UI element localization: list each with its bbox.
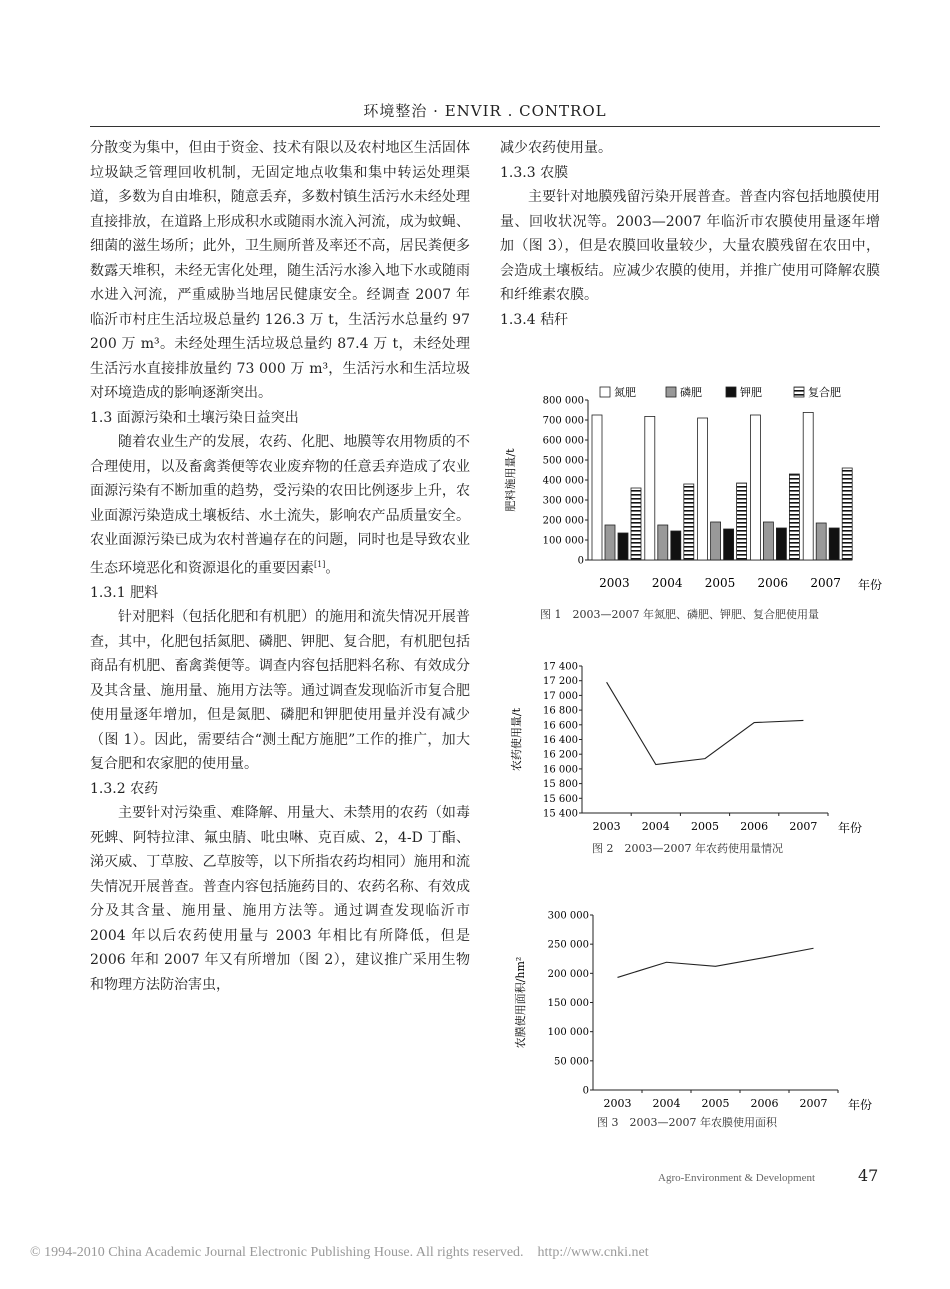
fertilizer-bar-chart — [500, 382, 900, 602]
paragraph-text: 1.3 面源污染和土壤污染日益突出 — [90, 409, 299, 426]
legend-swatch — [726, 387, 736, 397]
legend-swatch — [600, 387, 610, 397]
x-tick-label: 2003 — [592, 820, 621, 833]
paragraph-text: 减少农药使用量。 — [500, 140, 612, 156]
y-tick-label: 0 — [582, 1085, 589, 1097]
legend-label: 复合肥 — [808, 386, 841, 399]
x-tick-label: 2007 — [799, 1097, 828, 1110]
y-tick-label: 100 000 — [547, 1027, 589, 1039]
bar — [737, 483, 747, 560]
paragraph-text: 分散变为集中，但由于资金、技术有限以及农村地区生活固体垃圾缺乏管理回收机制，无固定地点收集和集中转运处理渠道，多数为自由堆积，随意丢弃，多数村镇生活污水未经处理直接排放，在道路上形成积水或随雨水流入河流，成为蚊蝇、细菌的滋生场所；此外，卫生厕所普及率还不高，居民粪便多数露天堆积，未经无害化处理，随生活污水渗入地下水或随雨水进入河流，严重威胁当地居民健康安全。经调查 2007 年临沂市村庄生活垃圾总量约 126.3 万 t，生活污水总量约 97 200 万 m³。未经处理生活垃圾总量约 87.4 万 t，未经处理生活污水直接排放量约 73 000 万 m³，生活污水和生活垃圾对环境造成的影响逐渐突出。 — [90, 140, 470, 401]
y-tick-label: 15 600 — [543, 793, 578, 805]
section-heading — [90, 406, 470, 431]
paragraph-text: 1.3.4 秸秆 — [500, 311, 569, 328]
bar — [671, 531, 681, 560]
paragraph-tail: 。 — [325, 560, 340, 577]
x-tick-label: 2004 — [641, 820, 670, 833]
section-heading — [90, 581, 470, 606]
bar — [645, 416, 655, 560]
y-tick-label: 16 200 — [543, 749, 578, 761]
bar — [618, 533, 628, 560]
paragraph-text: 主要针对地膜残留污染开展普查。普查内容包括地膜使用量、回收状况等。2003—2007 年临沂市农膜使用量逐年增加（图 3），但是农膜回收量较少，大量农膜残留在农田中，会造成土壤板结。应减少农膜的使用，并推广使用可降解农膜和纤维素农膜。 — [500, 189, 880, 303]
x-axis-label: 年份 — [858, 578, 883, 592]
left-column — [90, 136, 470, 997]
paragraph — [90, 801, 470, 997]
paragraph-text: 针对肥料（包括化肥和有机肥）的施用和流失情况开展普查，其中，化肥包括氮肥、磷肥、钾肥、复合肥，有机肥包括商品有机肥、畜禽粪便等。调查内容包括肥料名称、有效成分及其含量、施用量、施用方法等。通过调查发现临沂市复合肥使用量逐年增加，但是氮肥、磷肥和钾肥使用量并没有减少（图 1）。因此，需要结合“测土配方施肥”工作的推广，加大复合肥和农家肥的使用量。 — [90, 609, 470, 773]
x-tick-label: 2003 — [599, 576, 630, 590]
y-tick-label: 250 000 — [547, 939, 589, 951]
paragraph — [90, 430, 470, 581]
bar — [658, 525, 668, 560]
y-tick-label: 200 000 — [542, 515, 584, 527]
bar — [789, 474, 799, 560]
bar — [829, 528, 839, 560]
x-tick-label: 2006 — [757, 576, 789, 590]
y-tick-label: 100 000 — [542, 535, 584, 547]
y-tick-label: 150 000 — [547, 998, 589, 1009]
pesticide-line-chart — [500, 658, 900, 838]
paragraph-text: 1.3.3 农膜 — [500, 164, 569, 181]
footer-journal: Agro-Environment & Development — [658, 1172, 816, 1184]
x-tick-label: 2007 — [810, 576, 841, 590]
bar — [711, 522, 721, 560]
y-tick-label: 300 000 — [542, 495, 584, 507]
y-axis-label: 肥料施用量/t — [504, 448, 517, 512]
y-axis-label: 农膜使用面积/hm² — [514, 956, 527, 1049]
bar — [763, 522, 773, 560]
y-tick-label: 50 000 — [554, 1056, 589, 1068]
paragraph — [90, 136, 470, 406]
figure-2 — [500, 658, 900, 856]
paragraph-text: 1.3.2 农药 — [90, 780, 159, 797]
copyright-notice: © 1994-2010 China Academic Journal Electronic Publishing House. All rights reserved. http://www.cnki.net — [30, 1245, 649, 1260]
bar — [684, 484, 694, 560]
bar — [631, 488, 641, 560]
y-tick-label: 600 000 — [542, 435, 584, 447]
legend-label: 氮肥 — [614, 386, 636, 399]
bar — [750, 415, 760, 560]
paragraph-text: 随着农业生产的发展，农药、化肥、地膜等农用物质的不合理使用，以及畜禽粪便等农业废弃物的任意丢弃造成了农业面源污染有不断加重的趋势，受污染的农田比例逐步上升，农业面源污染造成土壤板结、水土流失，影响农产品质量安全。农业面源污染已成为农村普遍存在的问题，同时也是导致农业生态环境恶化和资源退化的重要因素 — [90, 434, 470, 577]
paragraph — [90, 605, 470, 777]
x-tick-label: 2007 — [789, 820, 818, 833]
figure-3 — [500, 907, 900, 1130]
y-tick-label: 16 800 — [543, 705, 578, 717]
paragraph — [500, 136, 880, 161]
y-tick-label: 17 400 — [543, 661, 578, 673]
figure-3-caption: 图 3 2003—2007 年农膜使用面积 — [597, 1116, 777, 1129]
x-tick-label: 2006 — [750, 1097, 779, 1110]
y-tick-label: 15 800 — [543, 779, 578, 791]
section-heading — [500, 308, 880, 333]
y-tick-label: 17 000 — [543, 690, 578, 702]
x-tick-label: 2006 — [740, 820, 769, 833]
bar — [605, 525, 615, 560]
bar — [592, 415, 602, 560]
y-tick-label: 700 000 — [542, 415, 584, 427]
x-tick-label: 2004 — [652, 1097, 681, 1110]
legend-swatch — [666, 387, 676, 397]
y-tick-label: 500 000 — [542, 455, 584, 467]
bar — [803, 412, 813, 560]
x-tick-label: 2005 — [691, 820, 719, 833]
film-line-chart — [500, 907, 900, 1112]
y-tick-label: 200 000 — [547, 968, 589, 980]
paragraph-text: 主要针对污染重、难降解、用量大、未禁用的农药（如毒死蜱、阿特拉津、氟虫腈、吡虫啉、克百威、2，4-D 丁酯、涕灭威、丁草胺、乙草胺等，以下所指农药均相同）施用和流失情况开展普查。普查内容包括施药目的、农药名称、有效成分及其含量、施用量、施用方法等。通过调查发现临沂市 2004 年以后农药使用量与 2003 年相比有所降低，但是 2006 年和 2007 年又有所增加（图 2），建议推广采用生物和物理方法防治害虫， — [90, 805, 470, 993]
page-number: 47 — [858, 1166, 879, 1185]
bar — [842, 468, 852, 560]
x-tick-label: 2003 — [603, 1097, 632, 1110]
bar — [724, 529, 734, 560]
y-tick-label: 17 200 — [543, 676, 578, 688]
bar — [776, 528, 786, 560]
section-heading — [500, 161, 880, 186]
legend-label: 磷肥 — [680, 386, 702, 399]
y-tick-label: 15 400 — [543, 808, 578, 820]
x-tick-label: 2005 — [704, 576, 736, 590]
y-tick-label: 800 000 — [542, 395, 584, 407]
y-tick-label: 400 000 — [542, 475, 584, 487]
legend-swatch — [794, 387, 804, 397]
figure-1 — [500, 382, 900, 622]
running-header: 环境整治 · ENVIR . CONTROL — [363, 102, 607, 120]
series-line — [618, 948, 814, 977]
y-tick-label: 0 — [577, 555, 584, 567]
x-tick-label: 2005 — [701, 1097, 730, 1110]
header-rule — [90, 126, 880, 127]
citation-ref: [1] — [314, 559, 326, 569]
paragraph-text: 1.3.1 肥料 — [90, 584, 159, 601]
series-line — [607, 682, 804, 764]
y-axis-label: 农药使用量/t — [510, 707, 523, 772]
section-heading — [90, 777, 470, 802]
right-column — [500, 136, 880, 332]
y-tick-label: 16 000 — [543, 764, 578, 776]
paragraph — [500, 185, 880, 308]
figure-2-caption: 图 2 2003—2007 年农药使用量情况 — [592, 842, 783, 855]
legend-label: 钾肥 — [740, 386, 762, 399]
y-tick-label: 300 000 — [547, 910, 589, 922]
bar — [698, 418, 708, 560]
x-axis-label: 年份 — [838, 821, 863, 835]
bar — [816, 523, 826, 560]
y-tick-label: 16 600 — [543, 720, 578, 732]
y-tick-label: 16 400 — [543, 735, 578, 746]
x-axis-label: 年份 — [848, 1098, 873, 1112]
figure-1-caption: 图 1 2003—2007 年氮肥、磷肥、钾肥、复合肥使用量 — [540, 608, 819, 621]
x-tick-label: 2004 — [651, 576, 683, 590]
